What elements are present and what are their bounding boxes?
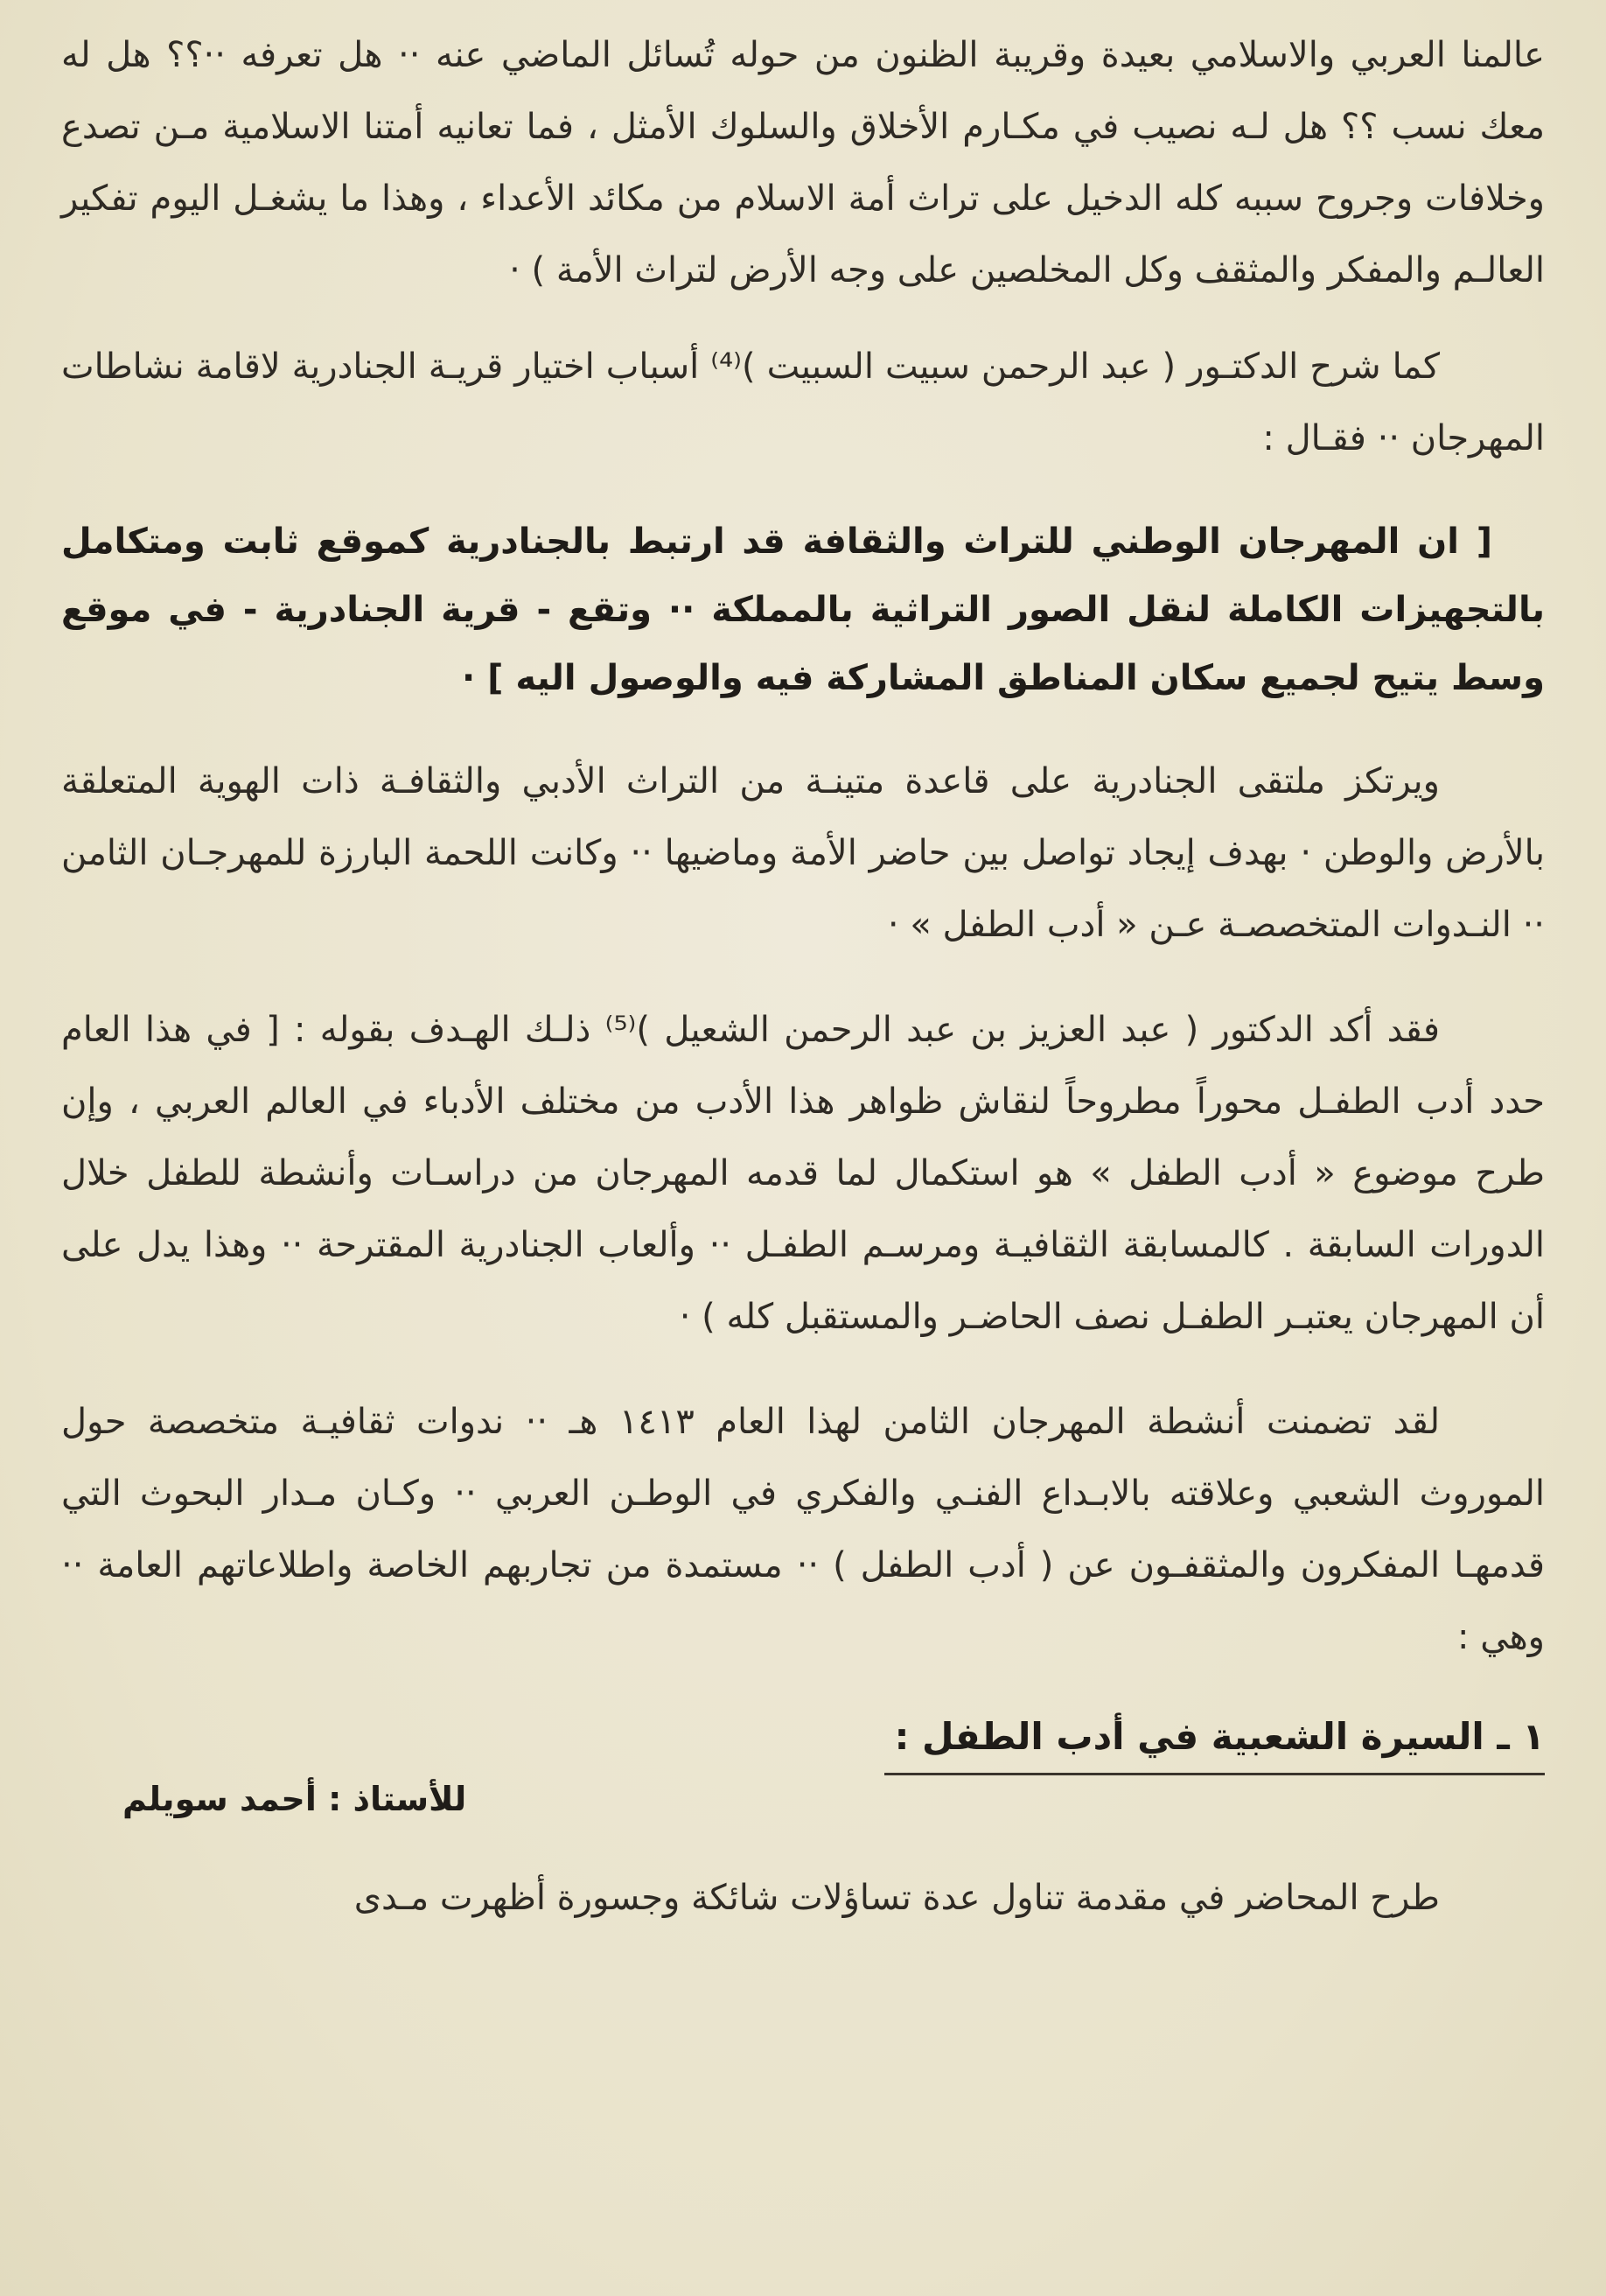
paragraph-janadriyah-forum: ويرتكز ملتقى الجنادرية على قاعدة متينـة من التراث الأدبي والثقافـة ذات الهوية المتعلقة بالأرض والوطن · بهدف إيجاد تواصل بين حاضر الأمة وماضيها ·· وكانت اللحمة البارزة للمهرجـان الثامن ·· النـدوات المتخصصـة عـن « أدب الطفل » · <box>61 761 1545 945</box>
section-heading: ١ ـ السيرة الشعبية في أدب الطفل : <box>894 1715 1545 1758</box>
text-column <box>61 19 1545 1934</box>
paragraph-festival-activities: لقد تضمنت أنشطة المهرجان الثامن لهذا العام ١٤١٣ هـ ·· ندوات ثقافيـة متخصصة حول الموروث الشعبي وعلاقته بالابـداع الفنـي والفكري في الوطـن العربي ·· وكـان مـدار البحوث التي قدمهـا المفكرون والمثقفـون عن ( أدب الطفل ) ·· مستمدة من تجاربهم الخاصة واطلاعاتهم العامة ·· وهي : <box>61 1402 1545 1657</box>
author-row <box>61 1776 1545 1838</box>
paragraph-sbait-reasons: كما شرح الدكتـور ( عبد الرحمن سبيت السبيت )⁽⁴⁾ أسباب اختيار قريـة الجنادرية لاقامة نشاطات المهرجان ·· فقـال : <box>61 346 1545 458</box>
quote-festival-location: [ ان المهرجان الوطني للتراث والثقافة قد ارتبط بالجنادرية كموقع ثابت ومتكامل بالتجهيزات الكاملة لنقل الصور التراثية بالمملكة ·· وتقع - قرية الجنادرية - في موقع وسط يتيح لجميع سكان المناطق المشاركة فيه والوصول اليه ] · <box>61 522 1545 698</box>
section-heading-row <box>61 1706 1545 1776</box>
author-name: للأستاذ : أحمد سويلم <box>122 1780 467 1818</box>
paragraph-arab-heritage: عالمنا العربي والاسلامي بعيدة وقريبة الظنون من حوله تُسائل الماضي عنه ·· هل تعرفه ··؟؟ هل له معك نسب ؟؟ هل لـه نصيب في مكـارم الأخلاق والسلوك الأمثل ، فما تعانيه أمتنا الاسلامية مـن تصدع وخلافات وجروح سببه كله الدخيل على تراث أمة الاسلام من مكائد الأعداء ، وهذا ما يشغـل اليوم تفكير العالـم والمفكر والمثقف وكل المخلصين على وجه الأرض لتراث الأمة ) · <box>61 35 1545 290</box>
heading-underline <box>884 1773 1545 1775</box>
paragraph-lecturer-intro: طرح المحاضر في مقدمة تناول عدة تساؤلات شائكة وجسورة أظهرت مـدى <box>353 1878 1440 1918</box>
paragraph-shuail-statement: فقد أكد الدكتور ( عبد العزيز بن عبد الرحمن الشعيل )⁽⁵⁾ ذلـك الهـدف بقوله : [ في هذا العام حدد أدب الطفـل محوراً مطروحاً لنقاش ظواهر هذا الأدب من مختلف الأدباء في العالم العربي ، وإن طرح موضوع « أدب الطفل » هو استكمال لما قدمه المهرجان من دراسـات وأنشطة للطفل خلال الدورات السابقة . كالمسابقة الثقافيـة ومرسـم الطفـل ·· وألعاب الجنادرية المقترحة ·· وهذا يدل على أن المهرجان يعتبـر الطفـل نصف الحاضـر والمستقبل كله ) · <box>61 1010 1545 1337</box>
